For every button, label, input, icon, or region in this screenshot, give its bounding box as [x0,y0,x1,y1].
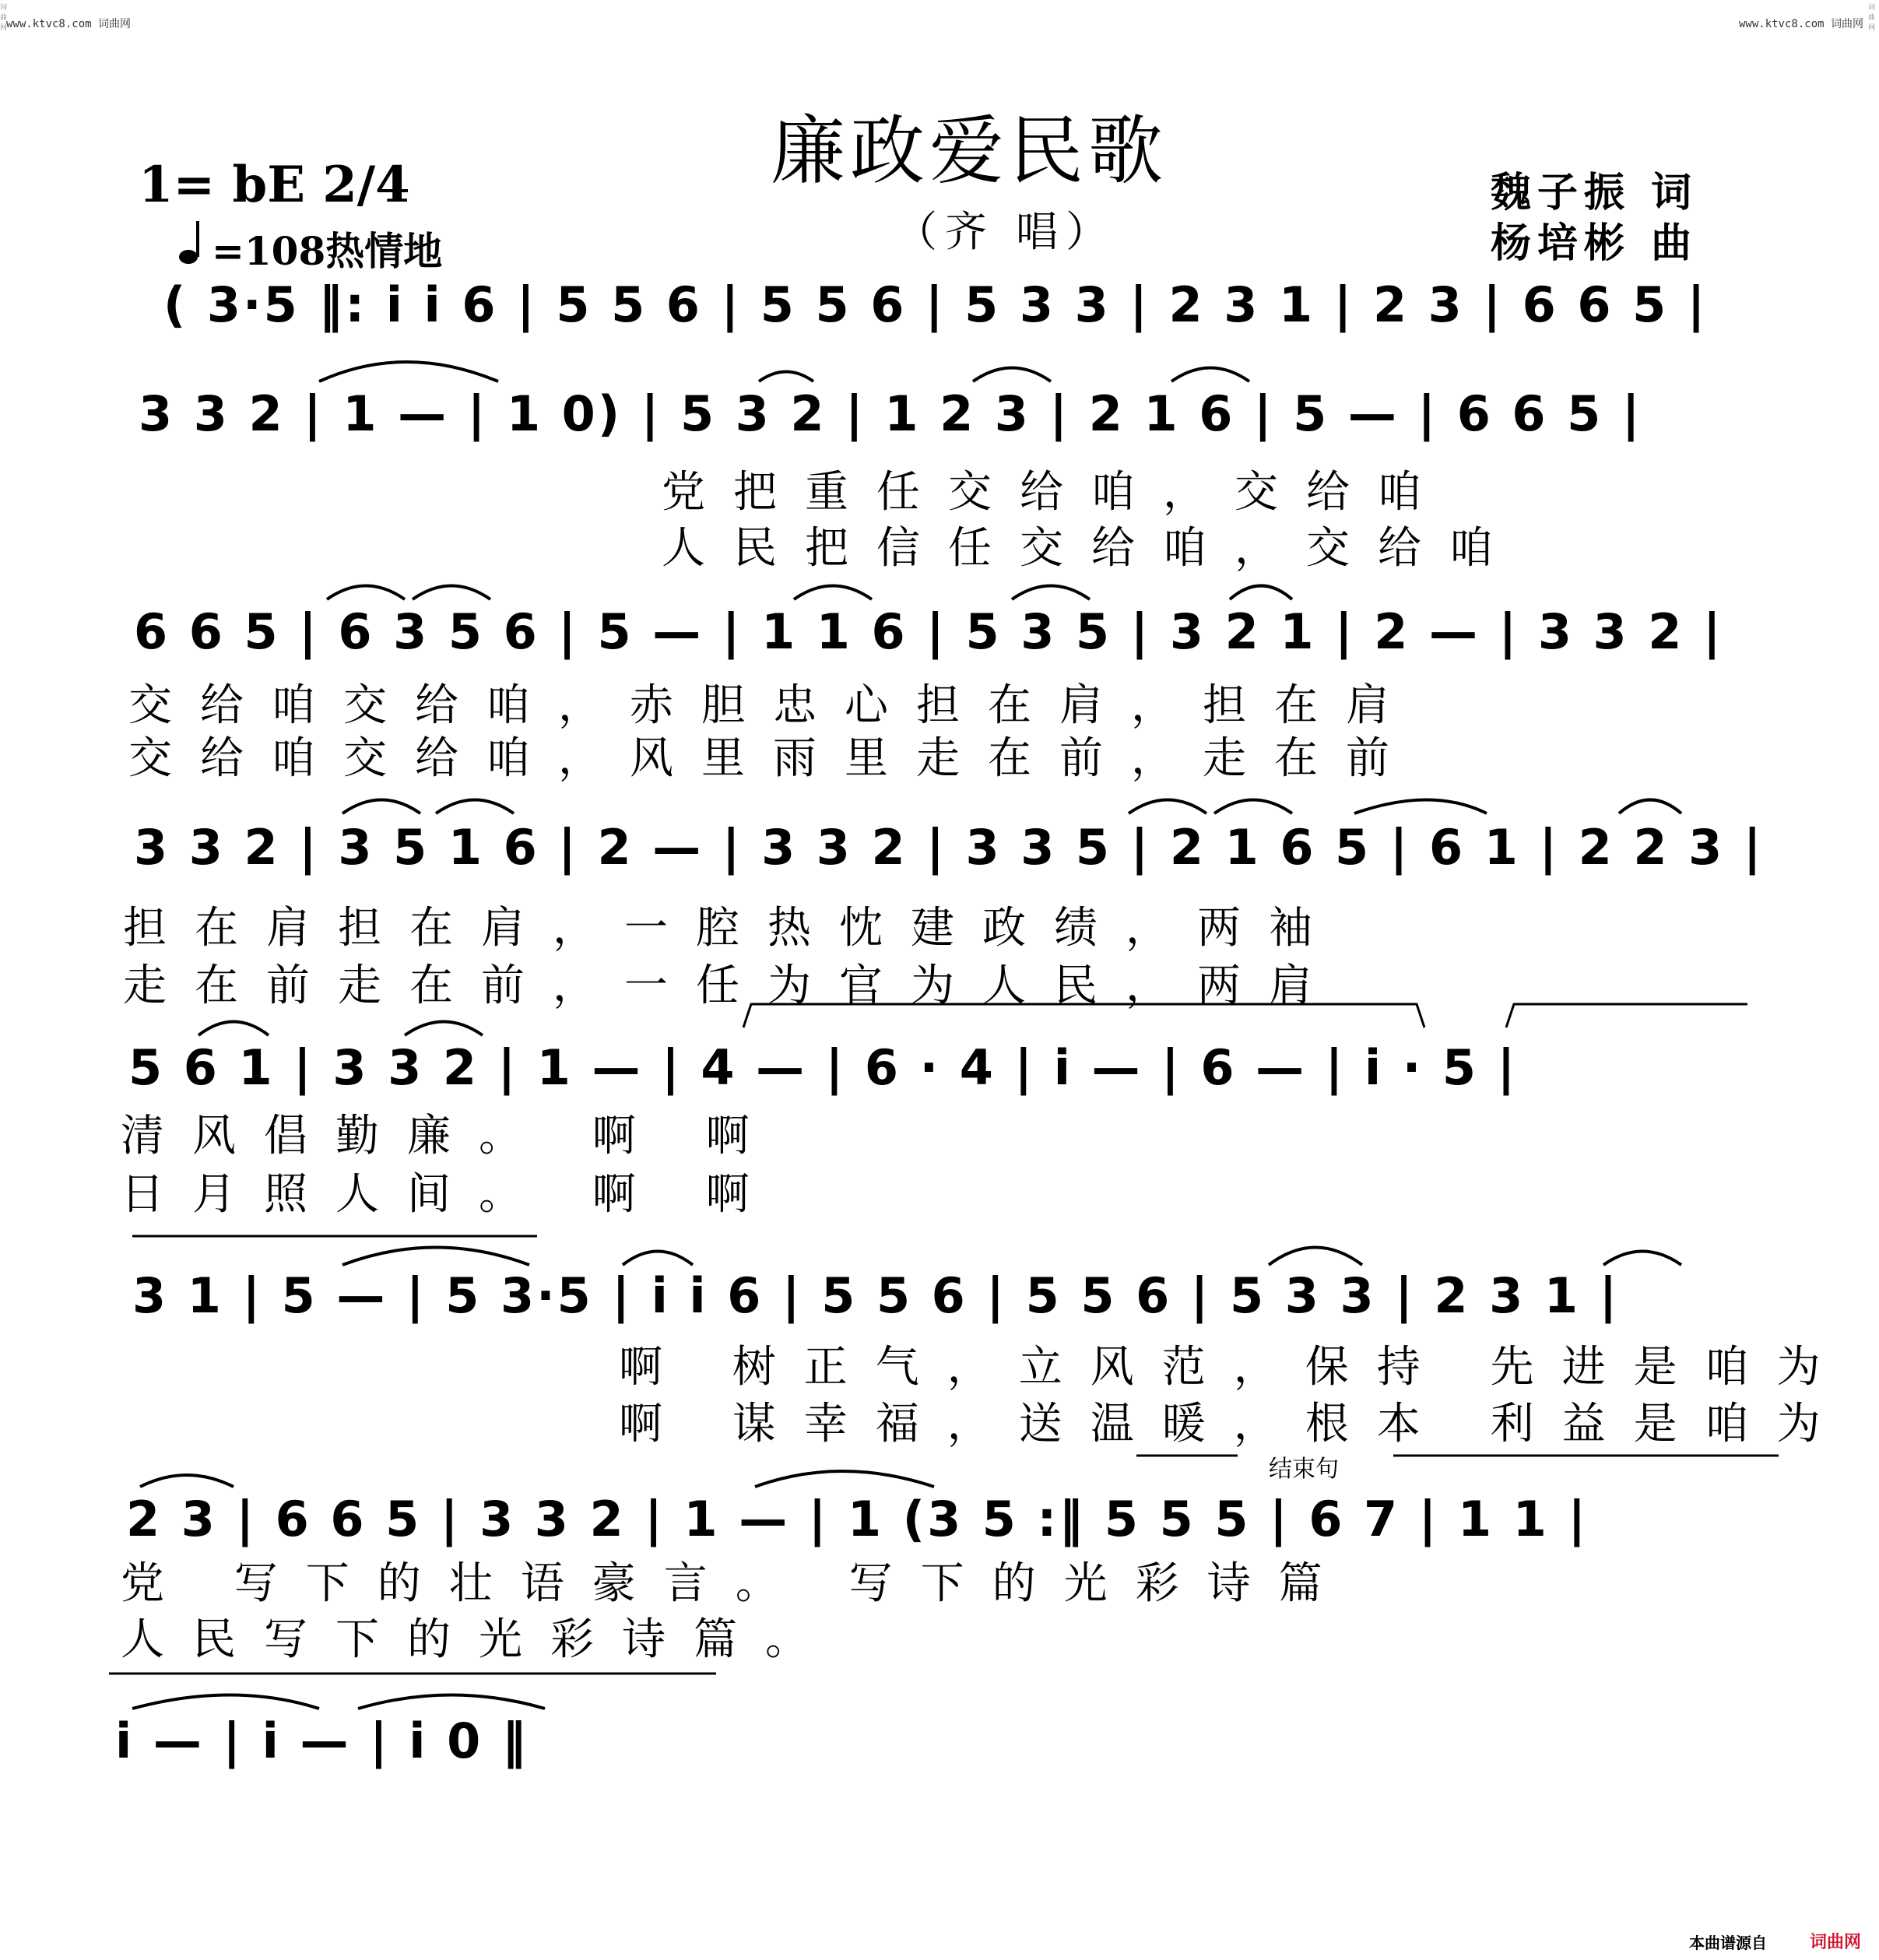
system-3-lyric-2: 交给咱交给咱，风里雨里走在前，走在前 [128,733,1417,784]
system-7-lyric-1: 党 写下的壮语豪言。 写下的光彩诗篇 [121,1558,1350,1609]
system-8-notes: i — | i — | i 0 ‖ [115,1712,529,1769]
system-4-lyric-2: 走在前走在前，一任为官为人民，两肩 [123,961,1340,1011]
side-watermark-left: 词曲网 [0,4,8,32]
system-6-notes: 3 1 | 5 — | 5 3·5 | i i 6 | 5 5 6 | 5 5 6 | 5 3 3 | 2 3 1 | [132,1267,1620,1324]
lyricist-credit: 魏子振 词 [1491,169,1698,216]
system-6-lyric-1: 啊 树正气，立风范，保持 先进是咱为 [619,1342,1849,1393]
system-7-lyric-2: 人民写下的光彩诗篇。 [121,1614,837,1665]
system-7-notes: 2 3 | 6 6 5 | 3 3 2 | 1 — | 1 (3 5 :‖ 5 5 5 | 6 7 | 1 1 | [126,1491,1589,1547]
system-5-notes: 5 6 1 | 3 3 2 | 1 — | 4 — | 6 · 4 | i — | 6 — | i · 5 | [128,1039,1518,1096]
system-4-lyric-1: 担在肩担在肩，一腔热忱建政绩，两袖 [123,903,1340,954]
slur-sys2 [319,362,498,381]
side-watermark-right: 词曲网 [1868,4,1876,32]
system-4-notes: 3 3 2 | 3 5 1 6 | 2 — | 3 3 2 | 3 3 5 | 2 1 6 5 | 6 1 | 2 2 3 | [134,819,1764,876]
system-3-notes: 6 6 5 | 6 3 5 6 | 5 — | 1 1 6 | 5 3 5 | 3 2 1 | 2 — | 3 3 2 | [134,603,1723,660]
song-title: 廉政爱民歌 [771,107,1168,195]
system-1-notes: ( 3·5 ‖: i i 6 | 5 5 6 | 5 5 6 | 5 3 3 | 2 3 1 | 2 3 | 6 6 5 | [163,276,1708,333]
watermark-right: www.ktvc8.com 词曲网 [1738,18,1863,30]
footer-source: 本曲谱源自 [1689,1934,1767,1952]
system-6-lyric-2: 啊 谋幸福，送温暖，根本 利益是咱为 [619,1399,1849,1449]
song-subtitle: （齐 唱） [895,207,1116,256]
footer-brand-link[interactable]: 词曲网 [1810,1933,1862,1952]
system-3-lyric-1: 交给咱交给咱，赤胆忠心担在肩，担在肩 [128,680,1417,731]
tempo-marking: =108热情地 [212,228,443,274]
composer-credit: 杨培彬 曲 [1491,220,1698,267]
system-5-lyric-2: 日月照人间。 啊 啊 [121,1169,778,1220]
system-2-lyric-1: 党把重任交给咱，交给咱 [662,467,1449,518]
system-2-notes: 3 3 2 | 1 — | 1 0) | 5 3 2 | 1 2 3 | 2 1 6 | 5 — | 6 6 5 | [139,385,1642,442]
watermark-left: www.ktvc8.com 词曲网 [6,18,132,30]
system-5-lyric-1: 清风倡勤廉。 啊 啊 [121,1111,778,1161]
key-signature: 1= bE 2/4 [139,156,410,214]
system-2-lyric-2: 人民把信任交给咱，交给咱 [662,523,1521,574]
ending-label: 结束句 [1269,1456,1339,1483]
